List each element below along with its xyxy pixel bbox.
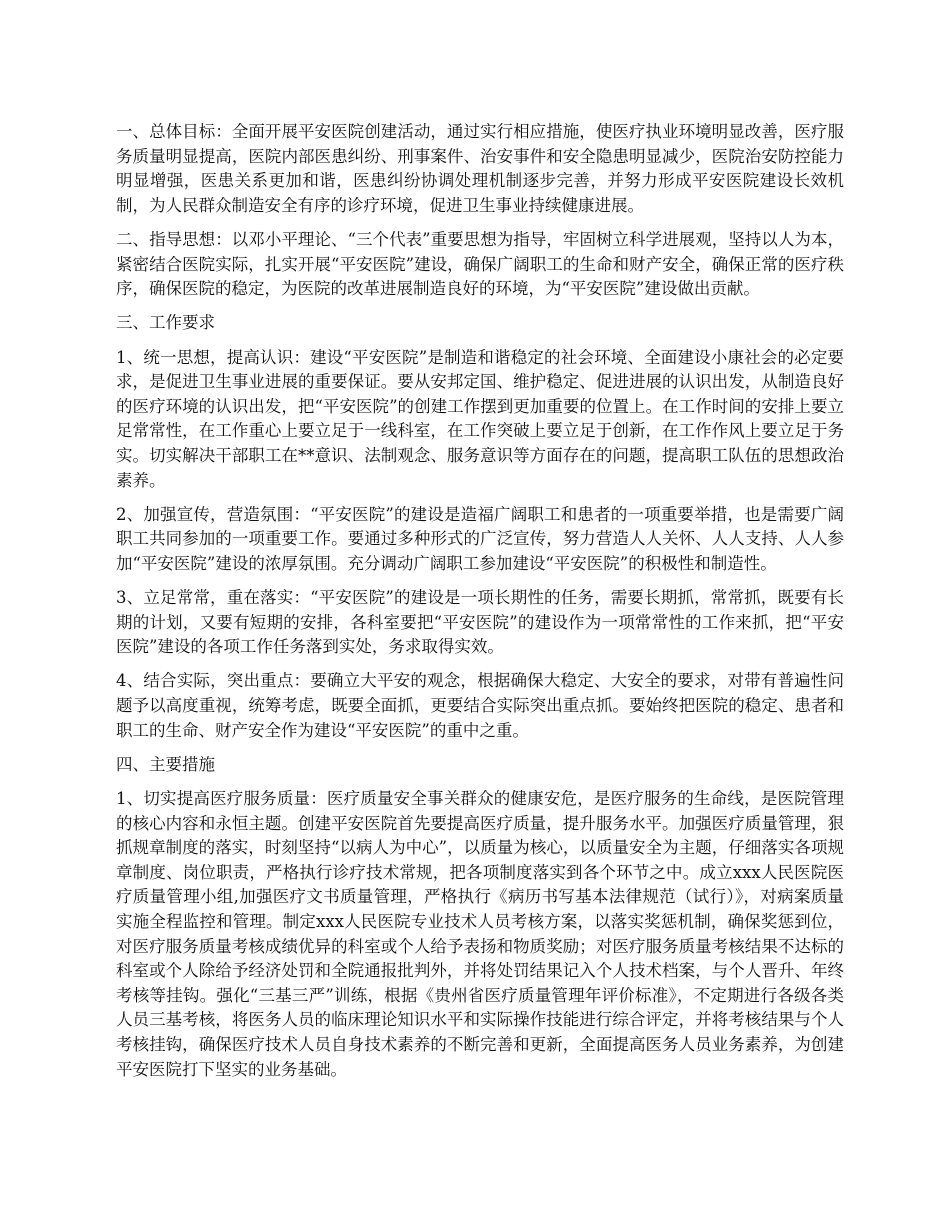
- document-page: [116, 120, 844, 1092]
- paragraph-measure-1: 1、切实提高医疗服务质量：医疗质量安全事关群众的健康安危，是医疗服务的生命线，是医院管理的核心内容和永恒主题。创建平安医院首先要提高医疗质量，提升服务水平。加强医疗质量管理，狠抓规章制度的落实，时刻坚持“以病人为中心”，以质量为核心，以质量安全为主题，仔细落实各项规章制度、岗位职责，严格执行诊疗技术常规，把各项制度落实到各个环节之中。成立xxx人民医院医疗质量管理小组,加强医疗文书质量管理，严格执行《病历书写基本法律规范（试行）》，对病案质量实施全程监控和管理。制定xxx人民医院专业技术人员考核方案，以落实奖惩机制，确保奖惩到位，对医疗服务质量考核成绩优异的科室或个人给予表扬和物质奖励；对医疗服务质量考核结果不达标的科室或个人除给予经济处罚和全院通报批判外，并将处罚结果记入个人技术档案，与个人晋升、年终考核等挂钩。强化“三基三严”训练，根据《贵州省医疗质量管理年评价标准》，不定期进行各级各类人员三基考核，将医务人员的临床理论知识水平和实际操作技能进行综合评定，并将考核结果与个人考核挂钩，确保医疗技术人员自身技术素养的不断完善和更新，全面提高医务人员业务素养，为创建平安医院打下坚实的业务基础。: [116, 789, 844, 1079]
- heading-work-requirements: 三、工作要求: [116, 313, 215, 333]
- paragraph-requirement-4: 4、结合实际，突出重点：要确立大平安的观念，根据确保大稳定、大安全的要求，对带有普遍性问题予以高度重视，统筹考虑，既要全面抓，更要结合实际突出重点抓。要始终把医院的稳定、患者和职工的生命、财产安全作为建设“平安医院”的重中之重。: [116, 671, 844, 740]
- paragraph-overall-goal: 一、总体目标：全面开展平安医院创建活动，通过实行相应措施，使医疗执业环境明显改善，医疗服务质量明显提高，医院内部医患纠纷、刑事案件、治安事件和安全隐患明显减少，医院治安防控能力明显增强，医患关系更加和谐，医患纠纷协调处理机制逐步完善，并努力形成平安医院建设长效机制，为人民群众制造安全有序的诊疗环境，促进卫生事业持续健康进展。: [116, 122, 844, 215]
- paragraph-requirement-3: 3、立足常常，重在落实：“平安医院”的建设是一项长期性的任务，需要长期抓，常常抓，既要有长期的计划，又要有短期的安排，各科室要把“平安医院”的建设作为一项常常性的工作来抓，把“平安医院”建设的各项工作任务落到实处，务求取得实效。: [116, 588, 844, 657]
- paragraph-requirement-2: 2、加强宣传，营造氛围：“平安医院”的建设是造福广阔职工和患者的一项重要举措，也是需要广阔职工共同参加的一项重要工作。要通过多种形式的广泛宣传，努力营造人人关怀、人人支持、人人参加“平安医院”建设的浓厚氛围。充分调动广阔职工参加建设“平安医院”的积极性和制造性。: [116, 504, 844, 573]
- heading-main-measures: 四、主要措施: [116, 754, 215, 774]
- paragraph-requirement-1: 1、统一思想，提高认识：建设“平安医院”是制造和谐稳定的社会环境、全面建设小康社会的必定要求，是促进卫生事业进展的重要保证。要从安邦定国、维护稳定、促进进展的认识出发，从制造良好的医疗环境的认识出发，把“平安医院”的创建工作摆到更加重要的位置上。在工作时间的安排上要立足常常性，在工作重心上要立足于一线科室，在工作突破上要立足于创新，在工作作风上要立足于务实。切实解决干部职工在**意识、法制观念、服务意识等方面存在的问题，提高职工队伍的思想政治素养。: [116, 347, 844, 490]
- paragraph-guiding-thought: 二、指导思想：以邓小平理论、“三个代表”重要思想为指导，牢固树立科学进展观，坚持以人为本，紧密结合医院实际，扎实开展“平安医院”建设，确保广阔职工的生命和财产安全，确保正常的医疗秩序，确保医院的稳定，为医院的改革进展制造良好的环境，为“平安医院”建设做出贡献。: [116, 229, 844, 299]
